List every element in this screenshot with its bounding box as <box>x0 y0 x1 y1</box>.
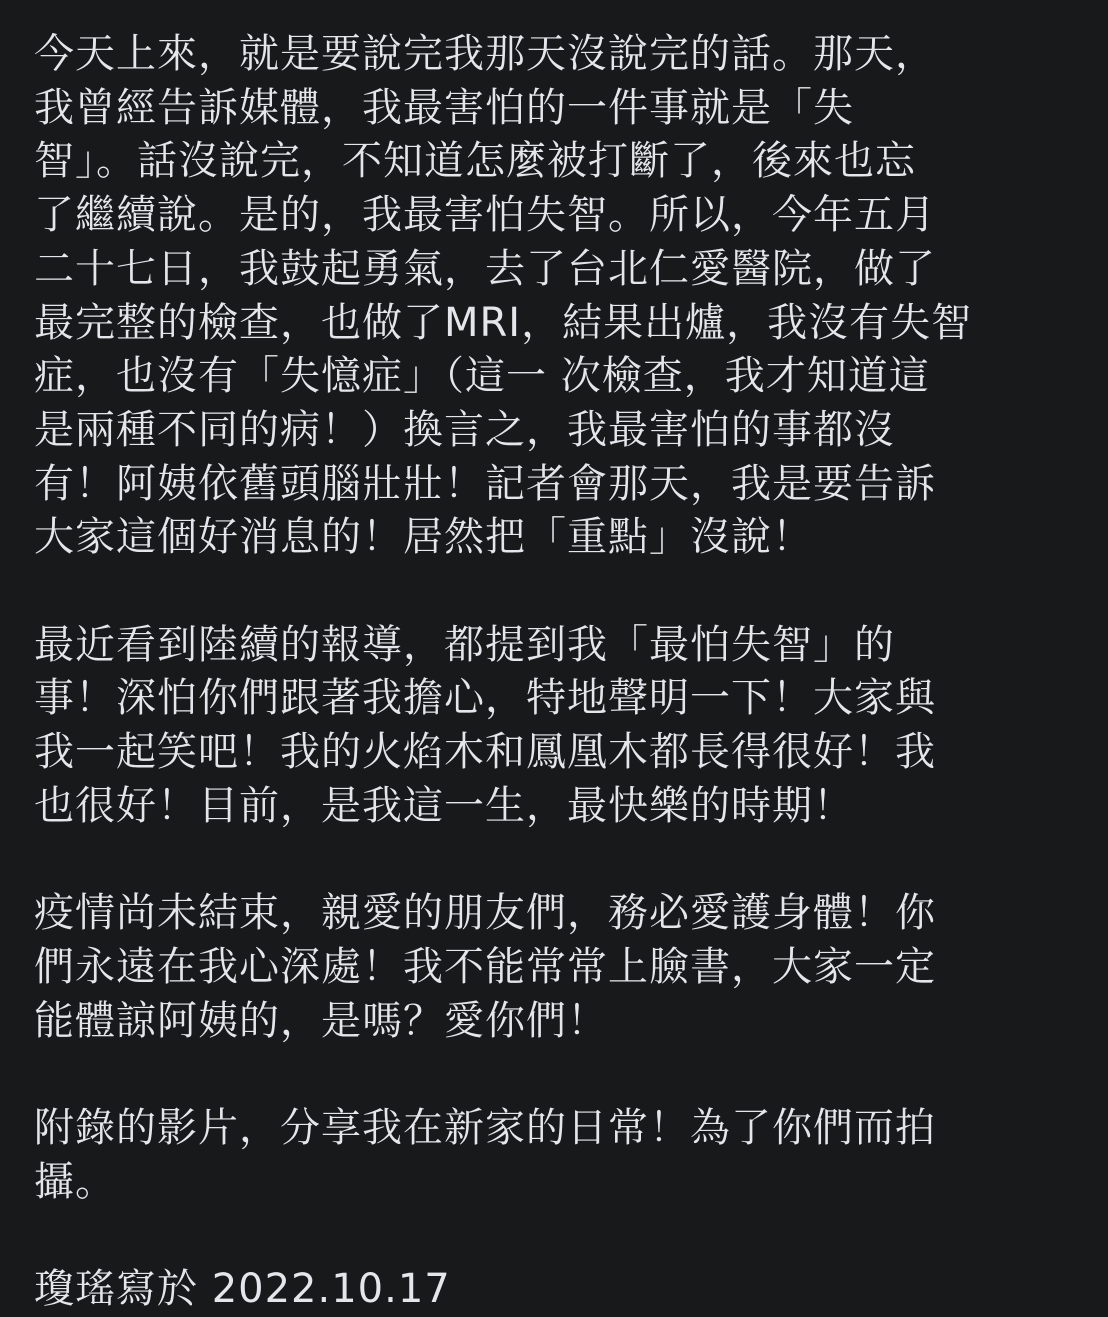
signature: 瓊瑤寫於 2022.10.17 <box>34 1266 451 1313</box>
text-line: 最完整的檢查，也做了MRI，結果出爐，我沒有失智 <box>34 299 973 346</box>
text-line: 們永遠在我心深處！我不能常常上臉書，大家一定 <box>34 943 936 990</box>
text-line: 也很好！目前，是我這一生，最快樂的時期！ <box>34 782 854 829</box>
text-line: 症，也沒有「失憶症」（這一 次檢查，我才知道這 <box>34 353 930 400</box>
text-line: 大家這個好消息的！居然把「重點」沒說！ <box>34 514 813 561</box>
text-line: 事！深怕你們跟著我擔心，特地聲明一下！大家與 <box>34 675 936 722</box>
text-line: 疫情尚未結束，親愛的朋友們，務必愛護身體！你 <box>34 890 936 937</box>
text-line: 有！阿姨依舊頭腦壯壯！記者會那天，我是要告訴 <box>34 460 936 507</box>
text-line: 我一起笑吧！我的火焰木和鳳凰木都長得很好！我 <box>34 729 936 776</box>
text-line: 附錄的影片，分享我在新家的日常！為了你們而拍 <box>34 1105 936 1152</box>
paragraph-4 <box>34 1102 1084 1209</box>
paragraph-3 <box>34 887 1084 1048</box>
text-line: 今天上來，就是要說完我那天沒說完的話。那天， <box>34 31 936 77</box>
paragraph-1 <box>34 28 1084 565</box>
paragraph-2 <box>34 619 1084 834</box>
text-line: 是兩種不同的病！）換言之，我最害怕的事都沒 <box>34 406 895 453</box>
text-line: 我曾經告訴媒體，我最害怕的一件事就是「失 <box>34 84 854 131</box>
post-body <box>34 28 1084 1317</box>
text-line: 最近看到陸續的報導，都提到我「最怕失智」的 <box>34 621 895 668</box>
text-line: 二十七日，我鼓起勇氣，去了台北仁愛醫院，做了 <box>34 245 936 292</box>
text-line: 攝。 <box>34 1158 116 1205</box>
text-line: 了繼續說。是的，我最害怕失智。所以，今年五月 <box>34 192 936 239</box>
text-line: 能體諒阿姨的，是嗎？愛你們！ <box>34 997 608 1044</box>
text-line: 智」。話沒說完，不知道怎麼被打斷了，後來也忘 <box>34 138 916 185</box>
